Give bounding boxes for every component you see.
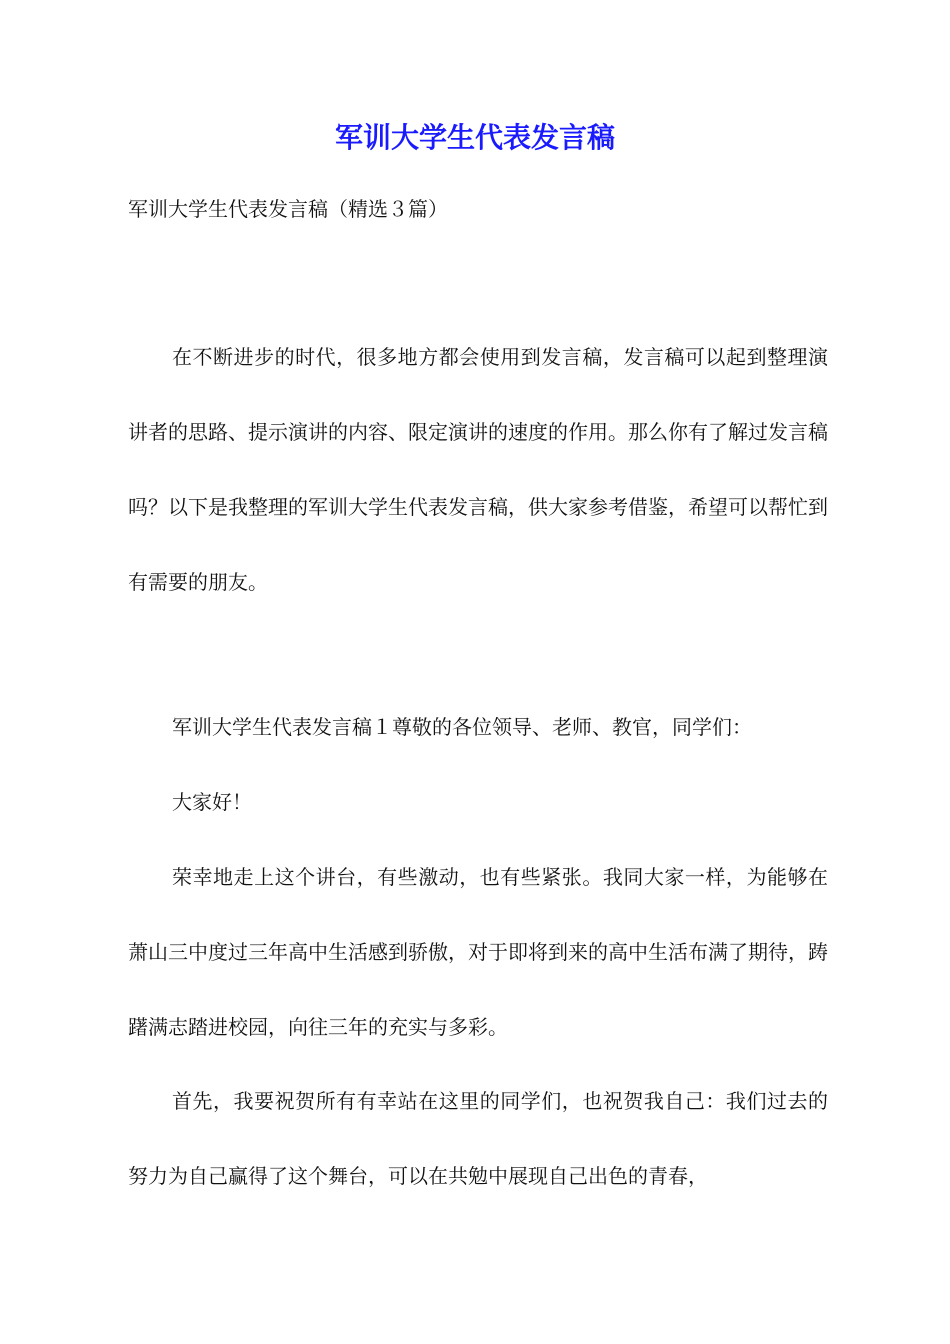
- document-title: 军训大学生代表发言稿: [334, 121, 615, 154]
- paragraph-greeting-line: 军训大学生代表发言稿１尊敬的各位领导、老师、教官，同学们：: [172, 715, 752, 739]
- paragraph-honor: 荣幸地走上这个讲台，有些激动，也有些紧张。我同大家一样，为能够在萧山三中度过三年高中生活感到骄傲，对于即将到来的高中生活布满了期待，踌躇满志踏进校园，向往三年的充实与多彩。: [128, 865, 828, 1039]
- paragraph-hello: 大家好！: [172, 790, 252, 814]
- document-subtitle: 军训大学生代表发言稿（精选３篇）: [128, 197, 448, 221]
- paragraph-first: 首先，我要祝贺所有有幸站在这里的同学们，也祝贺我自己：我们过去的努力为自己赢得了这个舞台，可以在共勉中展现自己出色的青春，: [128, 1089, 828, 1188]
- paragraph-intro: 在不断进步的时代，很多地方都会使用到发言稿，发言稿可以起到整理演讲者的思路、提示演讲的内容、限定演讲的速度的作用。那么你有了解过发言稿吗？以下是我整理的军训大学生代表发言稿，供大家参考借鉴，希望可以帮忙到有需要的朋友。: [128, 345, 828, 594]
